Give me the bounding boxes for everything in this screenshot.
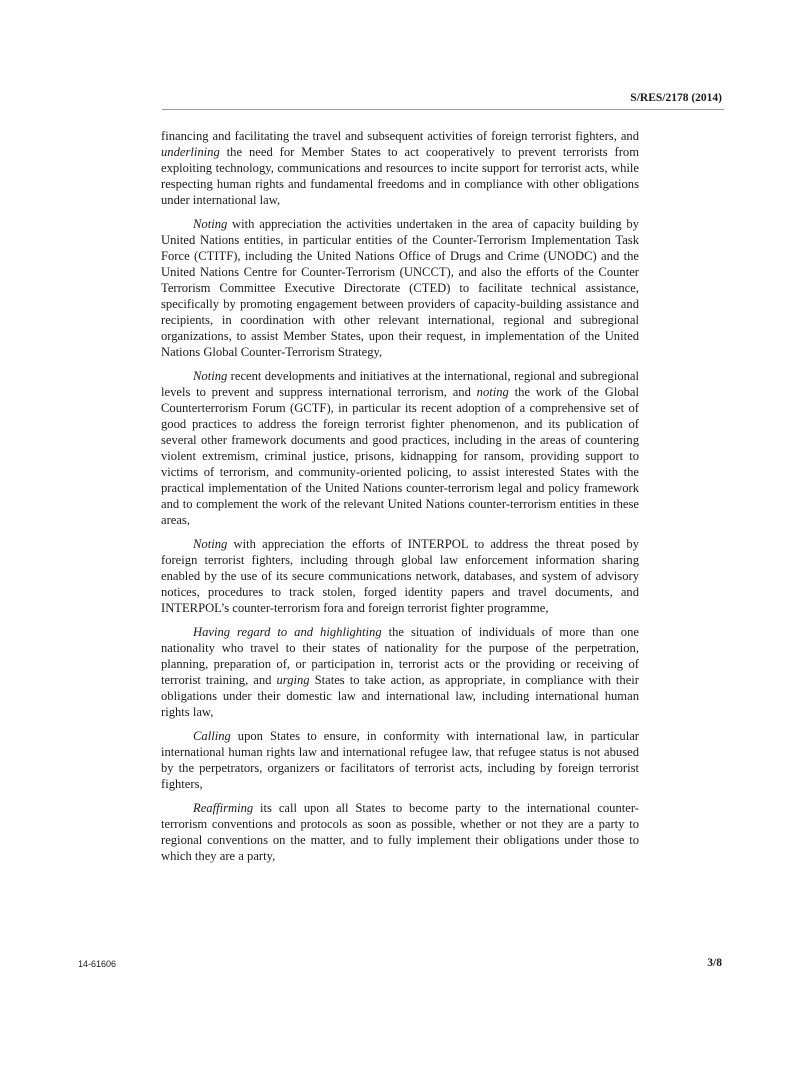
italic-keyword: urging — [276, 673, 310, 687]
paragraph-text: the need for Member States to act cooperatively to prevent terrorists from exploiting technology, communications and resources to incite support for terrorist acts, while respecting human rights and fundamental freedoms and in compliance with other obligations under international law, — [161, 145, 639, 207]
italic-keyword: Noting — [193, 537, 228, 551]
paragraph-text: with appreciation the activities undertaken in the area of capacity building by United Nations entities, in particular entities of the Counter-Terrorism Implementation Task Force (CTITF), including the United Nations Office of Drugs and Crime (UNODC) and the United Nations Centre for Counter-Terrorism (UNCCT), and also the efforts of the Counter Terrorism Committee Executive Directorate (CTED) to facilitate technical assistance, specifically by promoting engagement between providers of capacity-building assistance and recipients, in coordination with other relevant international, regional and subregional organizations, to assist Member States, upon their request, in implementation of the United Nations Global Counter-Terrorism Strategy, — [161, 217, 639, 359]
document-symbol: S/RES/2178 (2014) — [630, 92, 722, 104]
document-body — [161, 128, 639, 872]
italic-keyword: Noting — [193, 369, 228, 383]
page-number: 3/8 — [707, 957, 722, 969]
paragraph-text: recent developments and initiatives at the international, regional and subregional levels to prevent and suppress international terrorism, and — [161, 369, 639, 399]
paragraph-text: the work of the Global Counterterrorism Forum (GCTF), in particular its recent adoption of a comprehensive set of good practices to address the foreign terrorist fighter phenomenon, and its publication of several other framework documents and good practices, including in the areas of countering violent extremism, criminal justice, prisons, kidnapping for ransom, providing support to victims of terrorism, and community-oriented policing, to assist interested States with the practical implementation of the United Nations counter-terrorism legal and policy framework and to complement the work of the relevant United Nations counter-terrorism entities in these areas, — [161, 385, 639, 527]
paragraph-text: its call upon all States to become party to the international counter-terrorism conventions and protocols as soon as possible, whether or not they are a party to regional conventions on the matter, and to fully implement their obligations under those to which they are a party, — [161, 801, 639, 863]
italic-keyword: Noting — [193, 217, 228, 231]
italic-keyword: Having regard to and highlighting — [193, 625, 382, 639]
paragraph-text: financing and facilitating the travel and subsequent activities of foreign terrorist fighters, and — [161, 129, 639, 143]
paragraph — [161, 128, 639, 208]
italic-keyword: Calling — [193, 729, 231, 743]
paragraph — [161, 368, 639, 528]
italic-keyword: noting — [476, 385, 509, 399]
paragraph — [161, 800, 639, 864]
italic-keyword: Reaffirming — [193, 801, 254, 815]
paragraph — [161, 624, 639, 720]
paragraph-text: the situation of individuals of more than one nationality who travel to their states of nationality for the purpose of the perpetration, planning, preparation of, or participation in, terrorist acts or the providing or receiving of terrorist training, and — [161, 625, 639, 687]
header-rule — [162, 109, 724, 110]
paragraph — [161, 728, 639, 792]
paragraph-text: with appreciation the efforts of INTERPOL to address the threat posed by foreign terrorist fighters, including through global law enforcement information sharing enabled by the use of its secure communications network, databases, and system of advisory notices, procedures to track stolen, forged identity papers and travel documents, and INTERPOL’s counter-terrorism fora and foreign terrorist fighter programme, — [161, 537, 639, 615]
italic-keyword: underlining — [161, 145, 220, 159]
paragraph-text: States to take action, as appropriate, in compliance with their obligations under their domestic law and international law, including international human rights law, — [161, 673, 639, 719]
job-number: 14-61606 — [78, 959, 117, 969]
paragraph-text: upon States to ensure, in conformity with international law, in particular international human rights law and international refugee law, that refugee status is not abused by the perpetrators, organizers or facilitators of terrorist acts, including by foreign terrorist fighters, — [161, 729, 639, 791]
paragraph — [161, 536, 639, 616]
paragraph — [161, 216, 639, 360]
